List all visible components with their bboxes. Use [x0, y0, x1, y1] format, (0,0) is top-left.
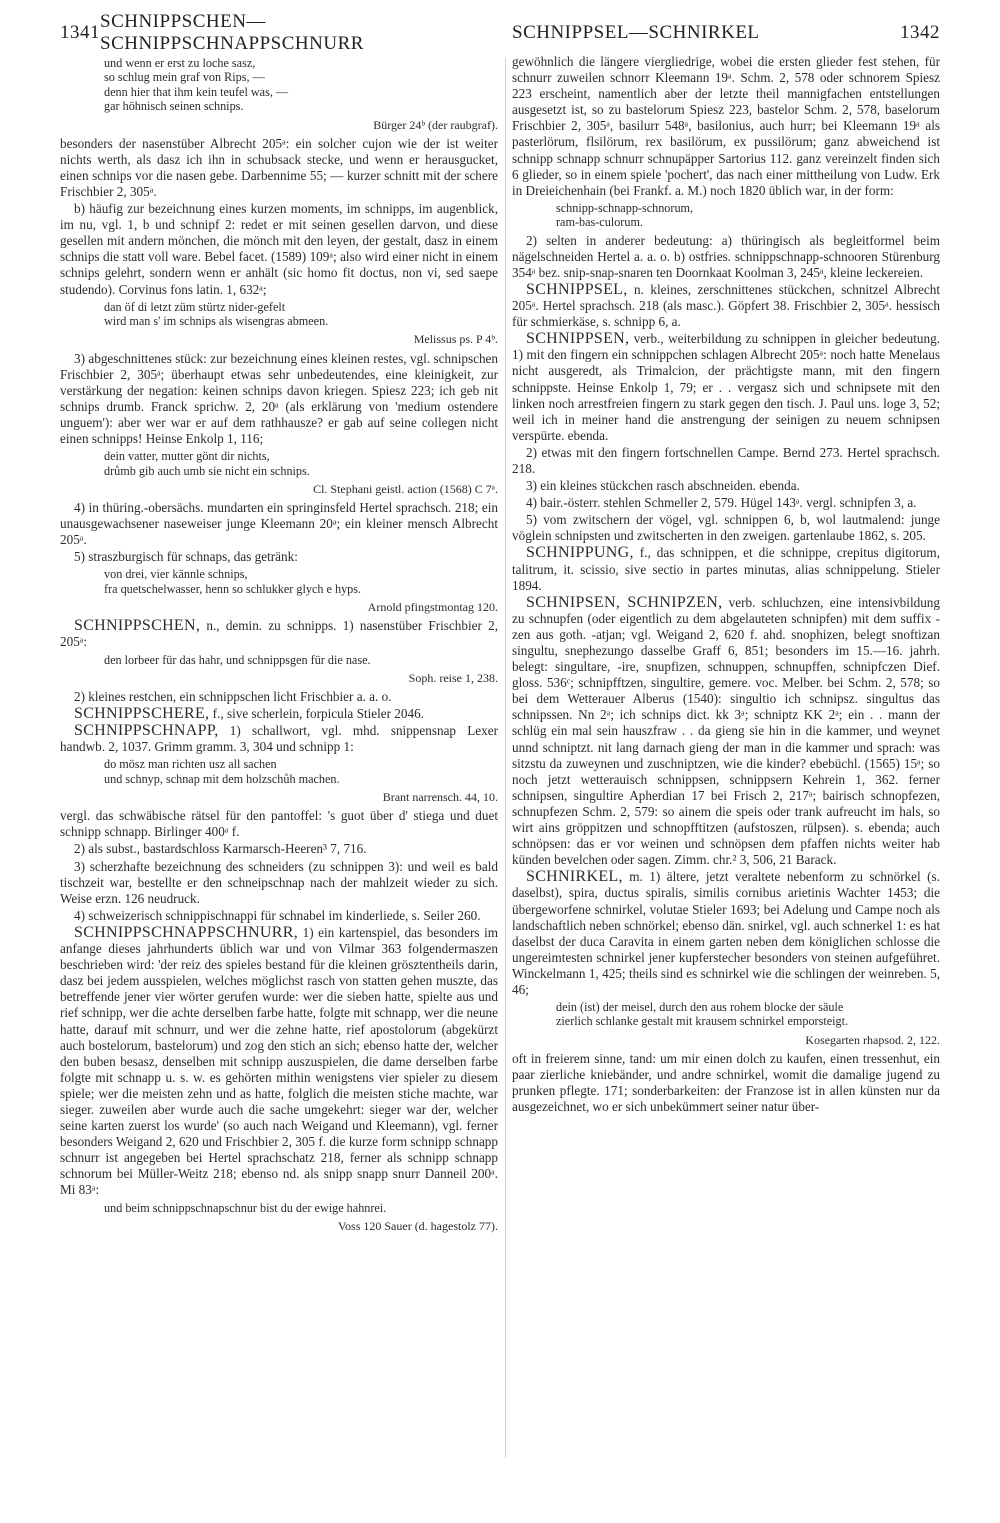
entry-definition: f., sive scherlein, forpicula Stieler 2046.: [209, 706, 424, 722]
paragraph: vergl. das schwäbische rätsel für den pantoffel: 's guot über d' stiega und duet schnipp schnapp. Birlinger 400ᵃ f.: [60, 808, 498, 840]
entry-headword: SCHNIPPUNG,: [526, 544, 634, 562]
paragraph: 2) selten in anderer bedeutung: a) thüringisch als begleitformel beim nägelschneiden Hertel a. a. o. b) ostfries. schnippschnapp-schnooren Stürenburg 354ᵃ bez. snip-snap-snaren ten Doornkaat Koolman 3, 245ᵃ, kleine leckereien.: [512, 232, 940, 280]
dictionary-entry: [512, 545, 940, 593]
citation-source: Cl. Stephani geistl. action (1568) C 7ᵃ.: [313, 481, 498, 496]
dictionary-entry: [512, 282, 940, 330]
entry-headword: SCHNIPPSCHNAPP,: [74, 722, 219, 740]
verse-line: dein vatter, mutter gönt dir nichts,: [104, 449, 270, 464]
verse-line: und schnyp, schnap mit dem holzschůh machen.: [104, 771, 340, 786]
entry-headword: SCHNIPPSCHNAPPSCHNURR,: [74, 923, 299, 941]
verse-line: dan öf di letzt züm stürtz nider-gefelt: [104, 299, 286, 314]
paragraph: b) häufig zur bezeichnung eines kurzen moments, im schnipps, im augenblick, im nu, vgl. 1, b und schnipf 2: redet er mit seinen gesellen darvon, und diese gesellen mit andern mönchen, die mönch mit den leyen, der gestalt, dasz in einem schnips die statt voll ware. Bebel facet. (1589) 109ᵃ; also wird einer nicht in einem schnips gelehrt, sondern wenn er anhält (sic homo fit doctus, non vi, sed saepe studendo). Corvinus fons latin. 1, 632ᵃ;: [60, 201, 498, 297]
verse-quotation: [104, 300, 498, 329]
dictionary-entry: [512, 331, 940, 444]
verse-line: zierlich schlanke gestalt mit krausem schnirkel emporsteigt.: [556, 1014, 849, 1029]
verse-line: gar höhnisch seinen schnips.: [104, 99, 244, 114]
entry-headword: SCHNIPPSEN,: [526, 330, 630, 348]
paragraph: 4) in thüring.-obersächs. mundarten ein springinsfeld Hertel sprachsch. 218; ein unausgewachsener naseweiser junge Kleemann 20ᵃ; ein kleiner mensch Albrecht 205ᵃ.: [60, 500, 498, 548]
verse-quotation: [104, 653, 498, 667]
left-text-column: [60, 54, 498, 1504]
dictionary-entry: [60, 618, 498, 650]
dictionary-entry: [512, 595, 940, 869]
entry-definition: verb., weiterbildung zu schnippen in gleicher bedeutung. 1) mit den fingern ein schnippchen schlagen Albrecht 205ᵃ: noch hatte Menelaus nicht ausgeredt, als Trimalcion, der prächtigste mann, mit den fingern schnippste. Heinse Enkolp 1, 79; er . . vergasz sich und schnipsete mit den linken noch arrestfreien fingern zu stark gegen den tisch. J. Paul uns. loge 3, 52; weil ich in meiner hand die anstrengung der seinigen zu neuem schnipsen verspürte. ebenda.: [512, 331, 940, 443]
right-page-header: [512, 18, 940, 48]
verse-line: wird man s' im schnips als wisengras abmeen.: [104, 314, 329, 329]
paragraph: besonders der nasenstüber Albrecht 205ᵃ: ein solcher cujon wie der ist weiter nichts werth, als dasz ich ihn in schubsack stecke, und wenn er herausgucket, einen schnips vor die nasen gebe. Darbennime 55; — kurzer schnitt mit der schere Frischbier 2, 305ᵃ.: [60, 135, 498, 199]
verse-line: do mösz man richten usz all sachen: [104, 757, 277, 772]
verse-line: so schlug mein graf von Rips, —: [104, 70, 265, 85]
entry-definition: n. kleines, zerschnittenes stückchen, schnitzel Albrecht 205ᵃ. Hertel sprachsch. 218 (als masc.). Göpfert 38. Frischbier 2, 305ᵃ. hessisch für schmierkäse, s. schnipp 6, a.: [512, 281, 940, 330]
verse-line: und wenn er erst zu loche sasz,: [104, 56, 256, 70]
entry-headword: SCHNIPSEN, SCHNIPZEN,: [526, 593, 723, 611]
citation-source: Soph. reise 1, 238.: [408, 670, 498, 685]
entry-definition: 1) schallwort, vgl. mhd. snippensnap Lexer handwb. 2, 1037. Grimm gramm. 3, 304 und schnipp 1:: [60, 723, 498, 755]
verse-line: von drei, vier kännle schnips,: [104, 567, 248, 582]
verse-quotation: [104, 757, 498, 786]
entry-definition: f., das schnippen, et die schnippe, crepitus digitorum, talitrum, it. scissio, sive sectio in partes minutas, alias schnippelung. Stieler 1894.: [512, 545, 940, 593]
citation-source: Brant narrensch. 44, 10.: [382, 790, 498, 805]
right-page-number: 1342: [900, 22, 940, 43]
citation-source: Kosegarten rhapsod. 2, 122.: [805, 1032, 940, 1047]
dictionary-entry: [512, 869, 940, 998]
dictionary-entry: [60, 706, 498, 722]
verse-line: dein (ist) der meisel, durch den aus rohem blocke der säule: [556, 1000, 844, 1015]
verse-quotation: [556, 1000, 940, 1029]
citation-source: Melissus ps. P 4ᵇ.: [413, 332, 498, 347]
right-running-title: SCHNIPPSEL—SCHNIRKEL: [512, 22, 760, 43]
right-text-column: [512, 54, 940, 1504]
verse-line: und beim schnippschnapschnur bist du der ewige hahnrei.: [104, 1200, 387, 1215]
entry-definition: verb. schluchzen, eine intensivbildung zu schnupfen (oder eigentlich zu dem abgelauteten schnipfen) mit dem suffix -zen aus goth. -atjan; vgl. Weigand 2, 620 f. ahd. snophizen, belegt snoftizan singultu, snephezungo dasselbe Graff 6, 851; besonders im 15.—16. jahrh. belegt: singultare, -ire, snupfizen, schnuppen, schnupffen, schnipfczen Dief. gloss. 536ᶜ; schnipfftzen, singultire, gemere. voc. Melber. bei Schm. 2, 578; so bei dem Wetterauer Alberus (1540): singultio ich schnipsz. singultus das schnipssen. Nn 2ᵃ; ich schnips dict. kk 3ᵃ; schniptz KK 2ᵃ; ein . . mann der schlüg ein mal sein hauszfraw . . da gieng sie hin in die kammer, und weynet unnd schniptzt. nit lang darnach gieng der man in die kammer und sprach: was sitzstu da zuweynen und zuschniptzen, wie die kinder? ebebüchl. (1565) 15ᵃ; so noch jetzt wetterauisch schnippsen, schnippsern Kehrein 1, 362. ferner schnipsen, singultire Apherdian 17 bei Frisch 2, 217ᵃ; bairisch schnopfezen, schnupfezen Schm. 2, 579: so ainem die speis oder trank aufreucht im hals, so wirt ains gröppitzen und schnopfftitzen (aufstoszen, rülpsen). s. ebenda; auch schnöpsen: das er vor weinen und schnöpsen dem pfaffen nichts weiter hab künden bevelchen oder sagen. Zimm. chr.² 3, 506, 21 Barack.: [512, 594, 940, 868]
paragraph: 2) kleines restchen, ein schnippschen licht Frischbier a. a. o.: [74, 689, 392, 704]
verse-quotation: [556, 201, 940, 230]
entry-definition: m. 1) ältere, jetzt veraltete nebenform zu schnörkel (s. daselbst), spira, ductus spiralis, similis cornibus arietinis Wachter 1453; die übergeworfene schnirkel, volutae Stieler 1693; bei Adelung und Campe noch als landschaftlich neben schnörkel; ebenso dän. snirkel, vgl. auch schnerkel 1: es hat daselbst der duca Caravita in einem garten neben dem königlichen schlosse die ungereimtesten schnirkel jener kupferstecher besonders von steinen aufgeführet. Winckelmann 1, 425; theils sind es schnirkel wie die schlingen der weinreben. 5, 46;: [512, 869, 940, 997]
entry-headword: SCHNIPPSCHERE,: [74, 705, 210, 723]
paragraph: 4) schweizerisch schnippischnappi für schnabel im kinderliede, s. Seiler 260.: [74, 907, 481, 923]
paragraph: 3) abgeschnittenes stück: zur bezeichnung eines kleinen restes, vgl. schnipschen Frischbier 2, 305ᵃ; überhaupt etwas sehr unbedeutendes, eine kleinigkeit, zur verstärkung der negation: keinen schnips davon kriegen. Spiesz 223; ich geb nit schnips drumb. Franck sprichw. 2, 20ᵃ (als erklärung von 'medium ostendere unguem'): aber wer war er auf dem rathhausze? er gab auf seine collegen nicht einen schnipps! Heinse Enkolp 1, 116;: [60, 350, 498, 447]
verse-line: denn hier that ihm kein teufel was, —: [104, 84, 289, 99]
dictionary-entry: [60, 925, 498, 1199]
verse-quotation: [104, 567, 498, 596]
paragraph: oft in freierem sinne, tand: um mir einen dolch zu kaufen, einen tressenhut, ein paar zierliche kniebänder, und andre schnirkel, womit die damalige jugend zu prunken pflegte. 171; sonderbarkeiten: der Franzose ist in allen künsten nur da ausgezeichnet, wo er sich unbekümmert seiner natur über-: [512, 1050, 940, 1115]
left-page-header: [60, 11, 498, 54]
left-running-title: SCHNIPPSCHEN—SCHNIPPSCHNAPPSCHNURR: [100, 11, 364, 54]
paragraph: 4) bair.-österr. stehlen Schmeller 2, 579. Hügel 143ᵃ. vergl. schnipfen 3, a.: [526, 495, 917, 511]
paragraph: 5) vom zwitschern der vögel, vgl. schnippen 6, b, wol lautmalend: junge vöglein schnipsten und zwitscherten in den zweigen. gartenlaube 1862, s. 205.: [512, 512, 940, 544]
entry-headword: SCHNIPPSEL,: [526, 280, 628, 298]
verse-line: den lorbeer für das hahr, und schnippsgen für die nase.: [104, 652, 371, 667]
paragraph: 3) scherzhafte bezeichnung des schneiders (zu schnippen 3): und weil es bald tischzeit war, bestellte er den schneipschnap nach der mahlzeit wieder zu sich. Weise erzn. 126 neudruck.: [60, 858, 498, 906]
verse-line: schnipp-schnapp-schnorum,: [556, 200, 694, 215]
paragraph: gewöhnlich die längere viergliedrige, wobei die ersten glieder fest stehen, für schnurr zuweilen schnorr Kleemann 19ᵃ. Schm. 2, 578 oder schnorem Spiesz 223 erscheint, namentlich aber der letzte theil mannigfachen entstellungen ausgesetzt ist, so zu bastelorum Spiesz 223, bastelor Schm. 2, 578, baselorum Frischbier 2, 305ᵃ, basilurr 548ᵃ, basilonius, auch hurr; bei Kleemann 19ᵃ als pasterlörum, flsilörum, rex basilörum, ex pussilörum; ganz abweichend ist schnipp schnapp schnurr schnupäpper Sartorius 112. ganz vereinzelt finden sich 6 glieder, so in einem spiele 'pochert', das nach einer mittheilung von Ludw. Erk in Dreieichenhain (bei Frankf. a. M.) noch 1820 üblich war, in der form:: [512, 54, 940, 198]
column-divider: [505, 58, 506, 1458]
verse-quotation: [104, 1201, 498, 1215]
paragraph: 3) ein kleines stückchen rasch abschneiden. ebenda.: [526, 478, 800, 494]
verse-quotation: [104, 56, 498, 114]
left-page-number: 1341: [60, 22, 100, 43]
verse-line: ram-bas-culorum.: [556, 215, 643, 230]
citation-source: Arnold pfingstmontag 120.: [367, 600, 498, 615]
paragraph: 2) als subst., bastardschloss Karmarsch-Heeren³ 7, 716.: [74, 841, 367, 857]
verse-quotation: [104, 449, 498, 478]
verse-line: drůmb gib auch umb sie nicht ein schnips.: [104, 463, 310, 478]
paragraph: 5) straszburgisch für schnaps, das getränk:: [74, 549, 298, 565]
verse-line: fra quetschelwasser, henn so schlukker glych e hyps.: [104, 581, 362, 596]
citation-source: Voss 120 Sauer (d. hagestolz 77).: [337, 1218, 498, 1233]
citation-source: Bürger 24ᵇ (der raubgraf).: [373, 117, 498, 132]
entry-definition: 1) ein kartenspiel, das besonders im anfange dieses jahrhunderts üblich war und von Vilmar 363 folgendermaszen beschrieben wird: 'der reiz des spieles bestand für die kleinen grösztentheils darin, dasz bei jedem ausspielen, welches möglichst rasch von statten gehen muszte, das betreffende jener vier wörter gerufen wurde: wer die sieben hatte, spielte aus und rief schnipp, wer die achte derselben farbe hatte, folgte mit schnapp, wer die neune hatte, darauf mit schnurr, und wer die zehne hatte, rief apostolorum (abgekürzt auch bostelorum, bastelorum) und zog den stich an sich; ebenso hatte der, welcher den buben besasz, denselben mit schnipp auszuspielen, die dame derselben farbe folgte mit schnapp u. s. w. es gehörten mithin wenigstens vier spieler zu diesem spiele; wer die meisten zehn und as hatte, folglich die meisten stiche machte, war sieger. zuweilen aber wurde auch die sache umgekehrt: sieger war der, welcher seine karten zuerst los wurde' (so auch nach Weigand und Kleemann), vgl. ferner besonders Weigand 2, 620 und Frischbier 2, 305 f. die kurze form schnipp schnapp schnurr ist angegeben bei Hertel sprachschatz 218, ferner als schnipp schnapp schnorum bei Müller-Weitz 218; ebenso nd. als snipp snapp snurr Danneil 200ᵃ. Mi 83ᵃ:: [60, 924, 498, 1198]
paragraph: 2) etwas mit den fingern fortschnellen Campe. Bernd 273. Hertel sprachsch. 218.: [512, 444, 940, 476]
entry-headword: SCHNIPPSCHEN,: [74, 617, 201, 635]
entry-definition: n., demin. zu schnipps. 1) nasenstüber Frischbier 2, 205ᵃ:: [60, 618, 498, 650]
dictionary-entry: [60, 723, 498, 755]
entry-headword: SCHNIRKEL,: [526, 868, 623, 886]
